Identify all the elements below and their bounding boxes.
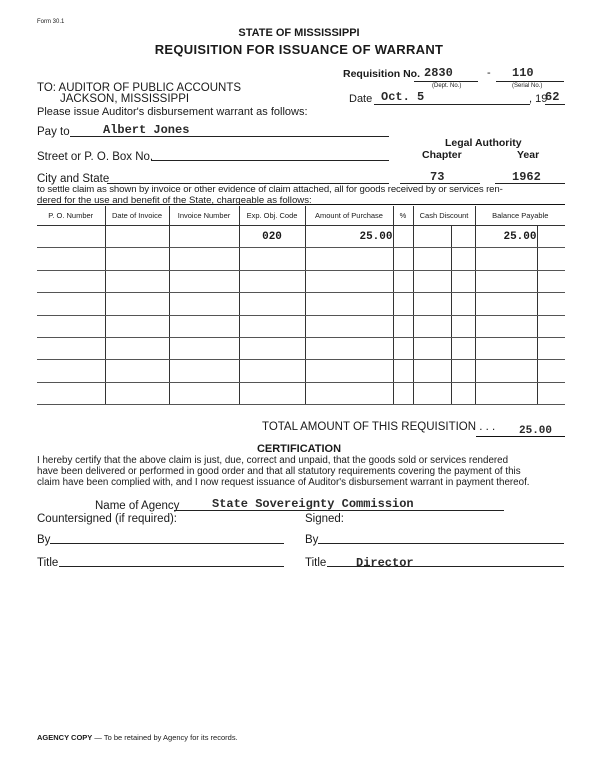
by-label-left: By	[37, 534, 51, 546]
table-cell	[537, 270, 565, 292]
col-header-po-number: P. O. Number	[37, 206, 105, 226]
footer-rest: — To be retained by Agency for its records.	[92, 733, 238, 742]
countersigned-label: Countersigned (if required):	[37, 513, 177, 525]
table-cell	[451, 315, 475, 337]
table-cell	[37, 360, 105, 382]
to-line-2: JACKSON, MISSISSIPPI	[60, 93, 190, 105]
total-label: TOTAL AMOUNT OF THIS REQUISITION . . .	[262, 421, 496, 433]
title-label-right: Title	[305, 557, 327, 569]
total-value: 25.00	[519, 425, 553, 437]
table-row	[37, 248, 565, 270]
table-cell	[393, 360, 413, 382]
table-cell	[451, 270, 475, 292]
table-cell	[239, 337, 305, 359]
table-cell	[169, 293, 239, 315]
table-cell	[37, 315, 105, 337]
col-header-percent: %	[393, 206, 413, 226]
col-header-exp-obj-code: Exp. Obj. Code	[239, 206, 305, 226]
table-cell	[239, 248, 305, 270]
table-cell	[393, 270, 413, 292]
table-cell	[37, 248, 105, 270]
table-cell	[537, 315, 565, 337]
table-cell	[239, 360, 305, 382]
chapter-value: 73	[430, 170, 445, 184]
by-label-right: By	[305, 534, 319, 546]
table-cell	[37, 337, 105, 359]
table-cell	[169, 360, 239, 382]
table-cell	[537, 337, 565, 359]
table-row	[37, 337, 565, 359]
table-cell	[393, 315, 413, 337]
table-cell	[105, 337, 169, 359]
table-cell	[475, 315, 537, 337]
requisition-label: Requisition No.	[343, 68, 420, 80]
year-label: Year	[517, 149, 540, 161]
table-cell: 020	[239, 226, 305, 248]
pay-to-value: Albert Jones	[103, 123, 190, 137]
footer-bold: AGENCY COPY	[37, 733, 93, 742]
table-cell	[475, 337, 537, 359]
table-cell	[413, 293, 451, 315]
table-cell	[393, 337, 413, 359]
date-value: Oct. 5	[381, 90, 425, 104]
table-cell	[239, 270, 305, 292]
serial-caption: (Serial No.)	[512, 83, 543, 89]
table-cell	[537, 382, 565, 404]
table-cell	[37, 382, 105, 404]
title-value-right: Director	[356, 556, 414, 570]
footer-note	[37, 733, 238, 742]
table-row	[37, 360, 565, 382]
table-cell	[105, 270, 169, 292]
instruction-text: Please issue Auditor's disbursement warrant as follows:	[37, 106, 308, 118]
table-cell	[413, 337, 451, 359]
table-cell	[105, 360, 169, 382]
table-cell	[305, 382, 393, 404]
page-title: REQUISITION FOR ISSUANCE OF WARRANT	[154, 42, 444, 57]
year-prefix: , 19	[529, 93, 548, 105]
table-cell	[239, 315, 305, 337]
table-cell: 25.00	[475, 226, 537, 248]
table-cell	[413, 315, 451, 337]
table-cell	[475, 360, 537, 382]
signed-label: Signed:	[305, 513, 345, 525]
table-row	[37, 382, 565, 404]
dept-number: 2830	[424, 66, 453, 80]
table-cell	[37, 293, 105, 315]
table-row	[37, 226, 565, 248]
table-cell	[537, 360, 565, 382]
certification-line-3: claim have been complied with, and I now request issuance of Auditor's disbursement warrant in payment thereof.	[37, 477, 530, 488]
table-cell	[305, 337, 393, 359]
table-header-row	[37, 206, 565, 226]
certification-title: CERTIFICATION	[256, 443, 342, 455]
table-cell	[413, 360, 451, 382]
table-cell	[105, 382, 169, 404]
table-cell	[475, 382, 537, 404]
table-cell	[537, 226, 565, 248]
col-header-cash-discount: Cash Discount	[413, 206, 475, 226]
table-cell	[451, 382, 475, 404]
col-header-balance-payable: Balance Payable	[475, 206, 565, 226]
table-cell	[169, 270, 239, 292]
table-cell	[305, 248, 393, 270]
table-cell	[451, 248, 475, 270]
title-label-left: Title	[37, 557, 59, 569]
table-cell	[451, 337, 475, 359]
table-cell	[239, 293, 305, 315]
table-cell	[105, 315, 169, 337]
table-row	[37, 270, 565, 292]
agency-name-value: State Sovereignty Commission	[212, 497, 414, 511]
table-cell	[169, 315, 239, 337]
pay-to-label: Pay to	[37, 126, 70, 138]
settle-text-line-1: to settle claim as shown by invoice or other evidence of claim attached, all for goods received by or services ren-	[37, 184, 503, 195]
state-heading: STATE OF MISSISSIPPI	[238, 27, 360, 39]
date-label: Date	[349, 93, 373, 105]
table-cell	[169, 226, 239, 248]
legal-year-value: 1962	[512, 170, 541, 184]
charges-table	[37, 206, 565, 405]
table-cell	[169, 337, 239, 359]
table-cell	[393, 226, 413, 248]
form-number: Form 30.1	[37, 19, 65, 25]
table-cell	[393, 248, 413, 270]
table-cell	[413, 382, 451, 404]
table-cell	[451, 226, 475, 248]
dept-caption: (Dept. No.)	[432, 83, 462, 89]
table-cell	[105, 226, 169, 248]
table-cell	[169, 382, 239, 404]
table-cell	[413, 248, 451, 270]
table-cell	[475, 293, 537, 315]
street-label: Street or P. O. Box No.	[37, 151, 154, 163]
certification-line-1: I hereby certify that the above claim is just, due, correct and unpaid, that the goods sold or services rendered	[37, 455, 509, 466]
to-line-1: TO: AUDITOR OF PUBLIC ACCOUNTS	[37, 82, 242, 94]
table-cell	[105, 248, 169, 270]
table-cell	[305, 293, 393, 315]
table-cell	[393, 293, 413, 315]
table-cell	[475, 248, 537, 270]
serial-number: 110	[512, 66, 534, 80]
settle-text-line-2: dered for the use and benefit of the State, chargeable as follows:	[37, 195, 312, 206]
col-header-invoice-date: Date of Invoice	[105, 206, 169, 226]
table-cell	[105, 293, 169, 315]
table-cell	[451, 293, 475, 315]
legal-authority-title: Legal Authority	[445, 137, 522, 149]
table-cell	[537, 248, 565, 270]
requisition-dash: -	[487, 67, 491, 79]
table-cell	[169, 248, 239, 270]
col-header-amount: Amount of Purchase	[305, 206, 393, 226]
chapter-label: Chapter	[422, 149, 462, 161]
table-cell	[413, 226, 451, 248]
table-cell	[305, 270, 393, 292]
table-row	[37, 293, 565, 315]
agency-name-label: Name of Agency	[95, 500, 180, 512]
table-cell	[413, 270, 451, 292]
table-cell	[393, 382, 413, 404]
col-header-invoice-number: Invoice Number	[169, 206, 239, 226]
table-cell	[537, 293, 565, 315]
table-cell: 25.00	[305, 226, 393, 248]
city-label: City and State	[37, 173, 110, 185]
table-cell	[37, 270, 105, 292]
certification-line-2: have been delivered or performed in good order and that all statutory requirements covering the payment of this	[37, 466, 521, 477]
year-value: 62	[545, 90, 560, 104]
table-cell	[451, 360, 475, 382]
table-cell	[305, 360, 393, 382]
table-cell	[37, 226, 105, 248]
table-row	[37, 315, 565, 337]
table-cell	[239, 382, 305, 404]
table-cell	[475, 270, 537, 292]
table-cell	[305, 315, 393, 337]
